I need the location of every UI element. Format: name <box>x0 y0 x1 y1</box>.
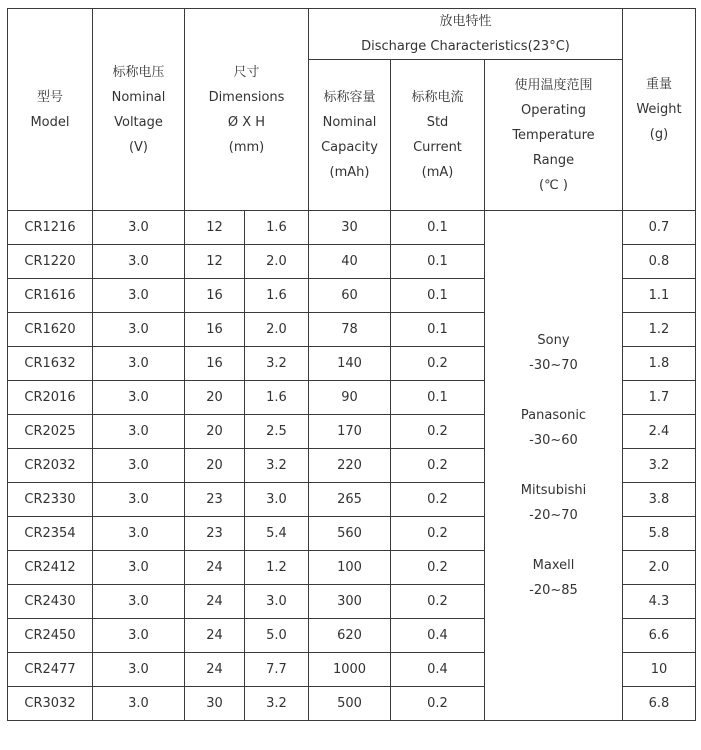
temperature-range: -30~60 <box>529 433 578 448</box>
temperature-range: -20~70 <box>529 508 578 523</box>
cell-weight: 3.8 <box>623 483 696 517</box>
cell-model: CR1220 <box>8 245 93 279</box>
header-capacity-en1: Nominal <box>322 115 377 130</box>
cell-height: 5.0 <box>245 619 309 653</box>
header-capacity-zh: 标称容量 <box>323 90 376 105</box>
header-weight-unit: (g) <box>649 127 669 142</box>
cell-height: 7.7 <box>245 653 309 687</box>
cell-diameter: 24 <box>185 619 245 653</box>
temperature-brand: Maxell <box>532 558 575 573</box>
cell-voltage: 3.0 <box>93 415 185 449</box>
header-temperature-en1: Operating <box>521 102 586 118</box>
cell-voltage: 3.0 <box>93 585 185 619</box>
cell-current: 0.2 <box>391 347 485 381</box>
cell-voltage: 3.0 <box>93 347 185 381</box>
temperature-brand: Mitsubishi <box>520 483 587 498</box>
cell-weight: 3.2 <box>623 449 696 483</box>
cell-height: 3.0 <box>245 483 309 517</box>
cell-height: 2.0 <box>245 245 309 279</box>
cell-height: 3.2 <box>245 687 309 721</box>
header-temperature-en3: Range <box>532 152 575 168</box>
header-weight <box>623 9 696 211</box>
cell-voltage: 3.0 <box>93 245 185 279</box>
header-row-top <box>8 9 696 60</box>
cell-model: CR1616 <box>8 279 93 313</box>
cell-capacity: 60 <box>309 279 391 313</box>
cell-weight: 1.8 <box>623 347 696 381</box>
header-discharge <box>309 9 623 60</box>
cell-diameter: 30 <box>185 687 245 721</box>
cell-capacity: 560 <box>309 517 391 551</box>
temperature-range: -30~70 <box>529 358 578 373</box>
cell-capacity: 40 <box>309 245 391 279</box>
cell-voltage: 3.0 <box>93 211 185 245</box>
cell-model: CR2016 <box>8 381 93 415</box>
cell-capacity: 500 <box>309 687 391 721</box>
cell-voltage: 3.0 <box>93 483 185 517</box>
cell-diameter: 16 <box>185 347 245 381</box>
cell-model: CR1632 <box>8 347 93 381</box>
header-temperature <box>485 60 623 211</box>
header-discharge-zh: 放电特性 <box>439 14 492 29</box>
cell-capacity: 140 <box>309 347 391 381</box>
cell-voltage: 3.0 <box>93 687 185 721</box>
cell-capacity: 265 <box>309 483 391 517</box>
spacer <box>485 528 622 553</box>
cell-height: 1.6 <box>245 211 309 245</box>
cell-voltage: 3.0 <box>93 517 185 551</box>
header-current-unit: (mA) <box>421 165 454 180</box>
header-voltage-zh: 标称电压 <box>112 64 165 80</box>
cell-current: 0.2 <box>391 551 485 585</box>
cell-voltage: 3.0 <box>93 551 185 585</box>
cell-weight: 6.6 <box>623 619 696 653</box>
header-voltage-en1: Nominal <box>111 89 166 105</box>
header-capacity <box>309 60 391 211</box>
cell-height: 1.6 <box>245 381 309 415</box>
cell-voltage: 3.0 <box>93 279 185 313</box>
cell-model: CR2477 <box>8 653 93 687</box>
cell-voltage: 3.0 <box>93 313 185 347</box>
cell-model: CR1216 <box>8 211 93 245</box>
cell-diameter: 24 <box>185 653 245 687</box>
cell-diameter: 20 <box>185 381 245 415</box>
cell-current: 0.2 <box>391 687 485 721</box>
header-weight-en: Weight <box>636 102 682 117</box>
cell-voltage: 3.0 <box>93 619 185 653</box>
cell-weight: 0.8 <box>623 245 696 279</box>
cell-weight: 10 <box>623 653 696 687</box>
cell-weight: 0.7 <box>623 211 696 245</box>
header-dimensions <box>185 9 309 211</box>
temperature-range: -20~85 <box>529 583 578 598</box>
cell-height: 5.4 <box>245 517 309 551</box>
cell-current: 0.4 <box>391 653 485 687</box>
cell-diameter: 20 <box>185 449 245 483</box>
cell-current: 0.4 <box>391 619 485 653</box>
header-current-en2: Current <box>413 140 462 155</box>
cell-weight: 1.7 <box>623 381 696 415</box>
spacer <box>485 453 622 478</box>
cell-weight: 2.4 <box>623 415 696 449</box>
cell-capacity: 78 <box>309 313 391 347</box>
cell-voltage: 3.0 <box>93 449 185 483</box>
cell-model: CR2354 <box>8 517 93 551</box>
table-row <box>8 211 696 245</box>
header-voltage-en2: Voltage <box>114 114 163 130</box>
header-temperature-zh: 使用温度范围 <box>514 77 593 93</box>
cell-diameter: 23 <box>185 517 245 551</box>
cell-capacity: 220 <box>309 449 391 483</box>
temperature-range-cell <box>485 211 623 721</box>
cell-weight: 1.2 <box>623 313 696 347</box>
cell-model: CR2450 <box>8 619 93 653</box>
cell-model: CR2032 <box>8 449 93 483</box>
header-dimensions-en: Dimensions <box>208 89 285 105</box>
cell-diameter: 20 <box>185 415 245 449</box>
cell-current: 0.1 <box>391 381 485 415</box>
cell-model: CR2330 <box>8 483 93 517</box>
cell-current: 0.2 <box>391 415 485 449</box>
header-capacity-en2: Capacity <box>321 140 378 155</box>
cell-diameter: 12 <box>185 211 245 245</box>
cell-model: CR2430 <box>8 585 93 619</box>
header-dimensions-unit: (mm) <box>228 139 265 155</box>
cell-current: 0.2 <box>391 585 485 619</box>
header-voltage-unit: (V) <box>128 139 149 155</box>
cell-diameter: 16 <box>185 279 245 313</box>
header-model-en: Model <box>30 114 70 130</box>
cell-model: CR2025 <box>8 415 93 449</box>
cell-current: 0.1 <box>391 279 485 313</box>
header-weight-zh: 重量 <box>645 77 672 92</box>
header-model-zh: 型号 <box>36 89 63 105</box>
header-current <box>391 60 485 211</box>
cell-weight: 4.3 <box>623 585 696 619</box>
cell-current: 0.1 <box>391 245 485 279</box>
cell-diameter: 24 <box>185 551 245 585</box>
cell-current: 0.1 <box>391 211 485 245</box>
cell-height: 3.2 <box>245 347 309 381</box>
cell-height: 1.2 <box>245 551 309 585</box>
header-discharge-en: Discharge Characteristics(23°C) <box>361 39 570 54</box>
cell-diameter: 16 <box>185 313 245 347</box>
cell-current: 0.2 <box>391 517 485 551</box>
cell-diameter: 12 <box>185 245 245 279</box>
cell-weight: 2.0 <box>623 551 696 585</box>
cell-current: 0.1 <box>391 313 485 347</box>
header-voltage <box>93 9 185 211</box>
cell-capacity: 620 <box>309 619 391 653</box>
cell-weight: 5.8 <box>623 517 696 551</box>
cell-current: 0.2 <box>391 449 485 483</box>
header-temperature-en2: Temperature <box>512 127 595 143</box>
cell-voltage: 3.0 <box>93 381 185 415</box>
cell-model: CR3032 <box>8 687 93 721</box>
cell-model: CR2412 <box>8 551 93 585</box>
cell-height: 2.0 <box>245 313 309 347</box>
cell-capacity: 1000 <box>309 653 391 687</box>
cell-diameter: 23 <box>185 483 245 517</box>
cell-height: 3.2 <box>245 449 309 483</box>
battery-spec-table <box>7 8 696 721</box>
temperature-brand: Panasonic <box>520 408 587 423</box>
header-temperature-unit: (℃ ) <box>539 177 568 193</box>
cell-capacity: 170 <box>309 415 391 449</box>
cell-voltage: 3.0 <box>93 653 185 687</box>
cell-capacity: 90 <box>309 381 391 415</box>
spacer <box>485 378 622 403</box>
cell-weight: 1.1 <box>623 279 696 313</box>
cell-capacity: 100 <box>309 551 391 585</box>
cell-diameter: 24 <box>185 585 245 619</box>
cell-weight: 6.8 <box>623 687 696 721</box>
cell-model: CR1620 <box>8 313 93 347</box>
header-current-en1: Std <box>426 115 449 130</box>
cell-height: 3.0 <box>245 585 309 619</box>
cell-height: 1.6 <box>245 279 309 313</box>
cell-current: 0.2 <box>391 483 485 517</box>
header-dimensions-sub: Ø X H <box>227 114 266 130</box>
header-current-zh: 标称电流 <box>411 90 464 105</box>
cell-height: 2.5 <box>245 415 309 449</box>
header-model <box>8 9 93 211</box>
header-capacity-unit: (mAh) <box>329 165 370 180</box>
temperature-brand: Sony <box>537 333 570 348</box>
cell-capacity: 30 <box>309 211 391 245</box>
header-dimensions-zh: 尺寸 <box>233 64 260 80</box>
cell-capacity: 300 <box>309 585 391 619</box>
